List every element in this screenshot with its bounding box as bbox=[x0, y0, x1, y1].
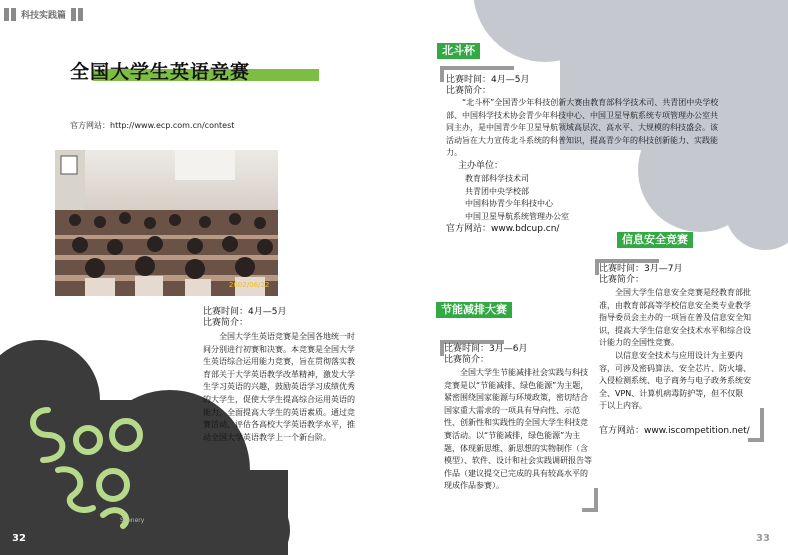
energy-intro-text bbox=[444, 367, 594, 493]
energy-intro-label: 比赛简介： bbox=[444, 355, 490, 365]
infosec-website: 官方网站：www.iscompetition.net/ bbox=[599, 426, 750, 436]
english-contest-website: 官方网站：http://www.ecp.com.cn/contest bbox=[70, 121, 235, 130]
infosec-intro-label: 比赛简介： bbox=[599, 275, 645, 285]
page-number-left: 32 bbox=[12, 533, 26, 544]
beidou-intro-text bbox=[446, 97, 721, 160]
deco-caption: Scenery bbox=[120, 517, 145, 524]
beidou-website: 官方网站：www.bdcup.cn/ bbox=[446, 224, 560, 234]
english-intro-text bbox=[203, 331, 355, 444]
tag-block-icon bbox=[11, 8, 16, 21]
swirl-logo-icon bbox=[18, 390, 158, 530]
page-number-right: 33 bbox=[756, 533, 770, 544]
energy-intro-paragraph: 全国大学生节能减排社会实践与科技竞赛是以“节能减排、绿色能源”为主题，紧密围绕国家能源与环境政策，密切结合国家重大需求的一项具有导向性、示范性、创新性和实践性的全国大学生科技竞赛活动。以“节能减排，绿色能源”为主题，体现新思维、新思想的实物制作（含模型）、软件、设计和社会实践调研报告等作品（建议提交已完成的具有较高水平的现成作品参赛）。 bbox=[444, 368, 592, 491]
section-tag-text: 科技实践篇 bbox=[21, 11, 67, 21]
infosec-label: 信息安全竞赛 bbox=[617, 232, 693, 248]
tag-block-icon bbox=[71, 8, 76, 21]
english-intro-paragraph: 全国大学生英语竞赛是全国各地统一时间分别进行初赛和决赛。本竞赛是全国大学生英语综合运用能力竞赛，旨在贯彻落实教育部关于大学英语教学改革精神，激发大学生学习英语的兴趣，鼓励英语学习成绩优秀的大学生，促使大学生提高综合运用英语的能力，全面提高大学生的英语素质。通过竞赛活动，评估各高校大学英语教学水平，推动全国大学英语教学上一个新台阶。 bbox=[203, 332, 355, 442]
english-time: 比赛时间：4月—5月 bbox=[203, 307, 287, 317]
photo-date: 2002/06/22 bbox=[229, 281, 270, 289]
exam-hall-photo bbox=[55, 150, 278, 296]
infosec-intro-paragraph-2: 以信息安全技术与应用设计为主要内容，可涉及密码算法、安全芯片、防火墙、入侵检测系统、电子商务与电子政务系统安全、VPN、计算机病毒防护等，但不仅限于以上内容。 bbox=[599, 350, 751, 411]
beidou-intro-paragraph: “北斗杯”全国青少年科技创新大赛由教育部科学技术司、共青团中央学校部、中国科学技术协会青少年科技中心、中国卫星导航系统专项管理办公室共同主办，是中国青少年卫星导航领域高层次、高水平、大规模的科技盛会。该活动旨在大力宣传北斗系统的科普知识，提高青少年的科技创新能力、实践能力。 bbox=[446, 98, 719, 158]
infosec-corner-end bbox=[748, 408, 764, 442]
organizer-item: 中国科协青少年科技中心 bbox=[465, 199, 553, 208]
organizer-item: 共青团中央学校部 bbox=[465, 186, 529, 196]
beidou-organizer-list bbox=[465, 173, 569, 223]
tag-block-icon bbox=[4, 8, 9, 21]
beidou-organizer-label: 主办单位： bbox=[458, 161, 504, 171]
infosec-intro-text bbox=[599, 287, 751, 413]
english-intro-label: 比赛简介： bbox=[203, 318, 249, 328]
infosec-intro-paragraph-1: 全国大学生信息安全竞赛是经教育部批准，由教育部高等学校信息安全类专业教学指导委员会主办的一项旨在普及信息安全知识，提高大学生信息安全技术水平和综合设计能力的全国性竞赛。 bbox=[599, 288, 751, 348]
energy-label: 节能减排大赛 bbox=[436, 302, 512, 318]
energy-time: 比赛时间：3月—6月 bbox=[444, 344, 528, 354]
beidou-time: 比赛时间：4月—5月 bbox=[446, 75, 530, 85]
organizer-item: 中国卫星导航系统管理办公室 bbox=[465, 211, 569, 221]
tag-block-icon bbox=[78, 8, 83, 21]
beidou-label: 北斗杯 bbox=[437, 43, 480, 59]
page-title: 全国大学生英语竞赛 bbox=[70, 61, 251, 83]
section-tag bbox=[4, 8, 83, 21]
beidou-intro-label: 比赛简介： bbox=[446, 86, 492, 96]
organizer-item: 教育部科学技术司 bbox=[465, 174, 529, 183]
energy-corner-end bbox=[582, 488, 598, 512]
infosec-time: 比赛时间：3月—7月 bbox=[599, 264, 683, 274]
